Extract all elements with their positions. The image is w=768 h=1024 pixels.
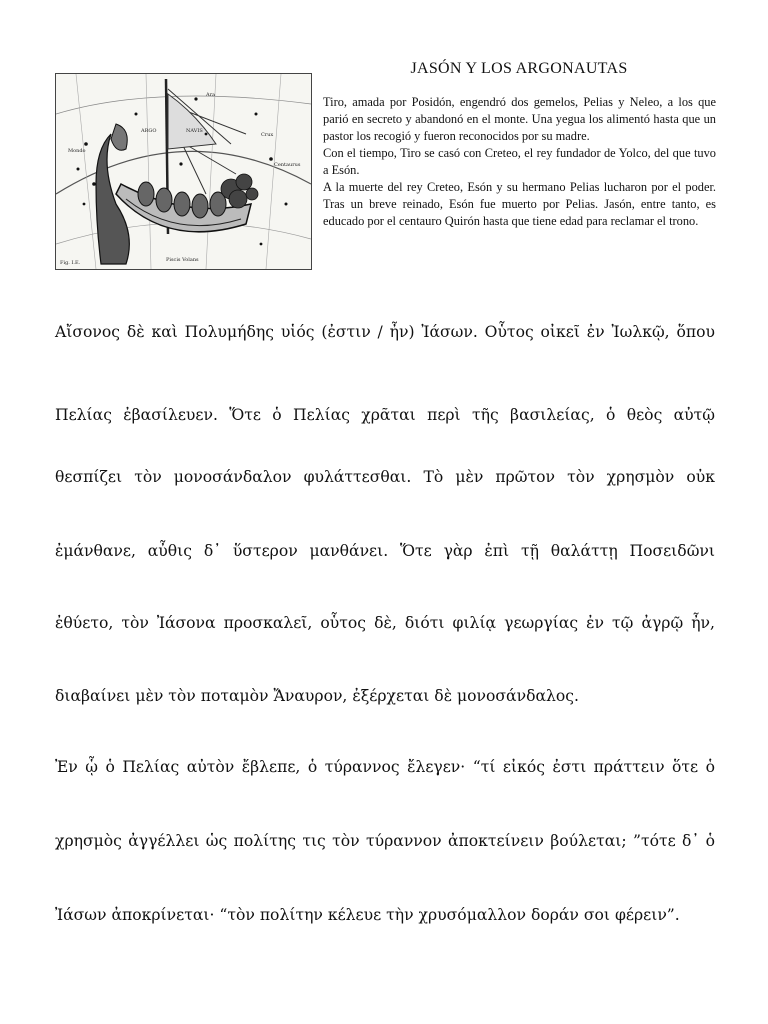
page-title: JASÓN Y LOS ARGONAUTAS [410, 60, 628, 77]
greek-text-line: ἐθύετο, τὸν Ἰάσονα προσκαλεῖ, οὗτος δὲ, διότι φιλίᾳ γεωργίας ἐν τῷ ἀγρῷ ἦν, [55, 614, 715, 632]
label-mondo: Mondo [68, 148, 86, 154]
label-ara: Ara [206, 92, 215, 98]
greek-text-line: Αἴσονος δὲ καὶ Πολυμήδης υἱός (ἐστιν / ἦν) Ἰάσων. Οὗτος οἰκεῖ ἐν Ἰωλκῷ, ὅπου [55, 323, 715, 341]
greek-text-line: Ἰάσων ἀποκρίνεται· “τὸν πολίτην κέλευε τὴν χρυσόμαλλον δοράν σοι φέρειν”. [55, 906, 680, 924]
greek-text-line: Ἐν ᾧ ὁ Πελίας αὐτὸν ἔβλεπε, ὁ τύραννος ἔλεγεν· “τί εἰκός ἐστι πράττειν ὅτε ὁ [55, 758, 715, 776]
constellation-engraving [56, 74, 311, 269]
label-crux: Crux [261, 132, 274, 138]
argo-navis-illustration [55, 73, 312, 270]
label-centaurus: Centaurus [274, 162, 301, 168]
label-navis: NAVIS [186, 128, 203, 134]
intro-paragraph: Con el tiempo, Tiro se casó con Creteo, el rey fundador de Yolco, del que tuvo a Esón. [323, 146, 716, 177]
greek-text-line: θεσπίζει τὸν μονοσάνδαλον φυλάττεσθαι. Τὸ μὲν πρῶτον τὸν χρησμὸν οὐκ [55, 468, 715, 486]
label-figure-number: Fig. I.E. [60, 260, 81, 266]
label-argo: ARGO [141, 128, 157, 134]
greek-text-line: Πελίας ἐβασίλευεν. Ὅτε ὁ Πελίας χρᾶται περὶ τῆς βασιλείας, ὁ θεὸς αὐτῷ [55, 406, 715, 424]
greek-text-line: ἐμάνθανε, αὖθις δ᾽ ὕστερον μανθάνει. Ὅτε γὰρ ἐπὶ τῇ θαλάττῃ Ποσειδῶνι [55, 542, 715, 560]
intro-paragraph: Tiro, amada por Posidón, engendró dos gemelos, Pelias y Neleo, a los que parió en secreto y abandonó en el monte. Una yegua los alimentó hasta que un pastor los recogió y fueron reconocidos por su madre. [323, 95, 716, 143]
greek-text-line: χρησμὸς ἀγγέλλει ὡς πολίτης τις τὸν τύραννον ἀποκτείνειν βούλεται; ”τότε δ᾽ ὁ [55, 832, 715, 850]
label-piscis-volans: Piscis Volans [166, 257, 199, 263]
intro-text [323, 94, 716, 230]
greek-text-line: διαβαίνει μὲν τὸν ποταμὸν Ἄναυρον, ἐξέρχεται δὲ μονοσάνδαλος. [55, 687, 579, 705]
intro-paragraph: A la muerte del rey Creteo, Esón y su hermano Pelias lucharon por el poder. Tras un breve reinado, Esón fue muerto por Pelias. Jasón, entre tanto, es educado por el centauro Quirón hasta que tiene edad para reclamar el trono. [323, 180, 716, 228]
